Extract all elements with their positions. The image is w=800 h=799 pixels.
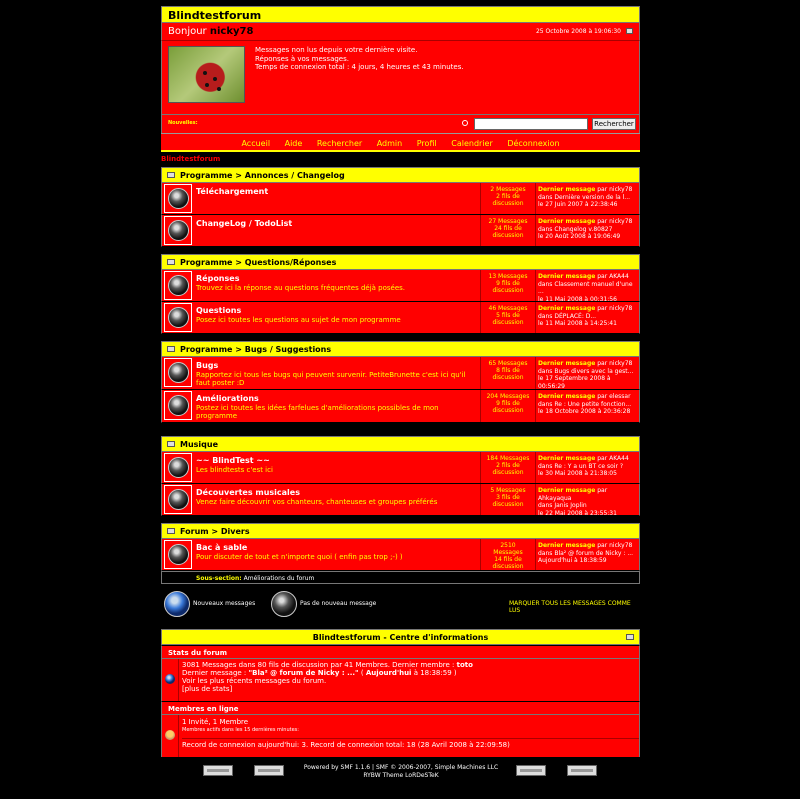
- board-name[interactable]: ChangeLog / TodoList: [196, 219, 293, 228]
- board-name[interactable]: ~~ BlindTest ~~: [196, 456, 270, 465]
- last-post-date: le 17 Septembre 2008 à 00:56:29: [538, 375, 611, 390]
- sub-boards: [161, 571, 640, 584]
- breadcrumb[interactable]: Blindtestforum: [161, 155, 221, 163]
- user-info: [255, 46, 464, 72]
- board-last-post: [538, 542, 636, 565]
- sub-boards-label: Sous-section:: [196, 575, 242, 582]
- board-stat: discussion: [492, 501, 524, 508]
- board-stat: 2 fils de: [496, 193, 520, 200]
- last-post-label: Dernier message: [538, 305, 596, 312]
- last-post-by: par: [595, 542, 610, 549]
- board-status-icon: [168, 362, 189, 383]
- category-title[interactable]: [161, 167, 640, 183]
- latest-post-today: Aujourd'hui: [365, 669, 412, 677]
- board-row: [161, 390, 640, 423]
- last-post-topic[interactable]: DÉPLACÉ: D...: [554, 312, 597, 320]
- replies-link[interactable]: Réponses à vos messages.: [255, 54, 349, 63]
- forum-title: Blindtestforum: [161, 6, 640, 23]
- news-label: Nouvelles:: [168, 120, 198, 126]
- board-row: [161, 270, 640, 302]
- latest-post-link[interactable]: "Bla² @ forum de Nicky : ...": [248, 669, 359, 677]
- category-block: [161, 254, 640, 334]
- user-panel: [161, 40, 640, 115]
- avatar: [168, 46, 245, 103]
- board-status-icon: [168, 275, 189, 296]
- last-post-label: Dernier message: [538, 455, 596, 462]
- stats-header: Stats du forum: [161, 645, 640, 659]
- nav-admin[interactable]: Admin: [376, 139, 403, 148]
- latest-post-open: (: [358, 669, 366, 677]
- category-title[interactable]: [161, 254, 640, 270]
- last-post-author[interactable]: AKA44: [609, 455, 629, 462]
- online-header: Membres en ligne: [161, 701, 640, 715]
- latest-post-time: à 18:38:59 ): [411, 669, 457, 677]
- board-description: Les blindtests c'est ici: [196, 466, 273, 474]
- board-row: [161, 215, 640, 247]
- online-count: 1 Invité, 1 Membre: [182, 718, 249, 726]
- last-post-author[interactable]: nicky78: [609, 305, 633, 312]
- legend: [161, 589, 640, 619]
- collapse-icon[interactable]: [167, 172, 175, 178]
- category-title[interactable]: [161, 523, 640, 539]
- username[interactable]: nicky78: [209, 26, 254, 37]
- board-name[interactable]: Bugs: [196, 361, 219, 370]
- board-stats: [482, 487, 534, 508]
- board-stat: 2 fils de: [496, 462, 520, 469]
- board-last-post: [538, 218, 636, 241]
- category-title[interactable]: [161, 341, 640, 357]
- last-post-date: le 11 Mai 2008 à 00:31:56: [538, 295, 617, 303]
- board-name[interactable]: Améliorations: [196, 394, 259, 403]
- last-post-by: par: [595, 305, 610, 312]
- last-post-date: le 30 Mai 2008 à 21:38:05: [538, 470, 617, 477]
- last-post-label: Dernier message: [538, 218, 596, 225]
- online-note: Membres actifs dans les 15 dernières minutes:: [182, 727, 299, 733]
- board-last-post: [538, 186, 636, 209]
- board-last-post: [538, 455, 636, 478]
- last-post-in: dans: [538, 312, 555, 320]
- board-status-icon: [168, 544, 189, 565]
- board-stat: 5 Messages: [490, 487, 526, 494]
- footer: [161, 763, 640, 783]
- last-post-author[interactable]: nicky78: [609, 218, 633, 225]
- latest-member-link[interactable]: toto: [456, 661, 473, 669]
- board-stat: discussion: [492, 407, 524, 414]
- more-stats-link[interactable]: [plus de stats]: [182, 685, 233, 693]
- category-block: [161, 436, 640, 516]
- nav-rechercher[interactable]: Rechercher: [316, 139, 363, 148]
- online-record: Record de connexion aujourd'hui: 3. Record de connexion total: 18 (28 Avril 2008 à 22:09:58): [182, 741, 510, 749]
- last-post-label: Dernier message: [538, 542, 596, 549]
- category-block: [161, 341, 640, 423]
- category-title-text[interactable]: Programme > Bugs / Suggestions: [180, 345, 332, 354]
- board-status-icon: [168, 395, 189, 416]
- last-post-date: le 18 Octobre 2008 à 20:36:28: [538, 408, 631, 415]
- time-online: Temps de connexion total : 4 jours, 4 heures et 43 minutes.: [255, 63, 464, 71]
- main-nav: [161, 133, 640, 152]
- last-post-author[interactable]: elessar: [609, 393, 631, 400]
- board-stat: 184 Messages: [486, 455, 530, 462]
- nav-profil[interactable]: Profil: [416, 139, 437, 148]
- collapse-icon[interactable]: [167, 441, 175, 447]
- board-row: [161, 452, 640, 484]
- recent-posts-link[interactable]: Voir les plus récents messages du forum.: [182, 677, 327, 685]
- board-description: Postez ici toutes les idées farfelues d'améliorations possibles de mon programme: [196, 404, 439, 420]
- category-title-text[interactable]: Musique: [180, 440, 219, 449]
- board-stat: 3 fils de: [496, 494, 520, 501]
- last-post-by: par: [595, 273, 610, 280]
- last-post-by: par: [595, 487, 608, 494]
- no-new-posts-label: Pas de nouveau message: [300, 600, 377, 607]
- last-post-label: Dernier message: [538, 393, 596, 400]
- board-stat: 13 Messages: [488, 273, 528, 280]
- board-status-icon: [168, 489, 189, 510]
- last-post-topic[interactable]: Bugs divers avec la gest...: [554, 367, 634, 375]
- last-post-topic[interactable]: Changelog v.80827: [554, 225, 613, 233]
- sub-board-link[interactable]: Améliorations du forum: [243, 575, 315, 582]
- board-last-post: [538, 393, 636, 416]
- xhtml-badge[interactable]: [516, 765, 546, 776]
- board-description: Posez ici toutes les questions au sujet de mon programme: [196, 316, 401, 324]
- board-last-post: [538, 487, 636, 517]
- mark-all-read-link[interactable]: MARQUER TOUS LES MESSAGES COMME LUS: [509, 600, 631, 614]
- online-body: [161, 715, 640, 757]
- last-post-label: Dernier message: [538, 360, 596, 367]
- board-status-icon: [168, 457, 189, 478]
- board-stat: 9 fils de: [496, 280, 520, 287]
- unread-link[interactable]: Messages non lus depuis votre dernière visite.: [255, 46, 418, 54]
- board-description: Rapportez ici tous les bugs qui peuvent survenir. PetiteBrunette c'est ici qu'il faut poster :D: [196, 371, 466, 387]
- info-center-title: [161, 629, 640, 645]
- nav-aide[interactable]: Aide: [284, 139, 303, 148]
- stats-summary: 3081 Messages dans 80 fils de discussion par 41 Membres. Dernier membre :: [182, 661, 457, 669]
- board-stat: 9 fils de: [496, 400, 520, 407]
- greeting-text: Bonjour: [168, 26, 207, 37]
- last-post-in: dans: [538, 549, 555, 557]
- board-status-icon: [168, 188, 189, 209]
- no-new-posts-icon: [271, 591, 297, 617]
- board-name[interactable]: Découvertes musicales: [196, 488, 300, 497]
- category-title-text[interactable]: Forum > Divers: [180, 527, 250, 536]
- forum-header: [161, 6, 640, 152]
- board-row: [161, 302, 640, 334]
- powered-by: Powered by SMF 1.1.6 | SMF © 2006-2007, Simple Machines LLC: [303, 764, 499, 771]
- last-post-author[interactable]: AKA44: [609, 273, 629, 280]
- collapse-icon[interactable]: [167, 528, 175, 534]
- board-stat: 5 fils de: [496, 312, 520, 319]
- board-row: [161, 357, 640, 390]
- board-stat: discussion: [492, 287, 524, 294]
- board-last-post: [538, 360, 636, 390]
- category-title[interactable]: [161, 436, 640, 452]
- board-stat: discussion: [492, 200, 524, 207]
- last-post-topic[interactable]: Janis Joplin: [554, 502, 587, 509]
- board-row: [161, 539, 640, 571]
- board-stats: [482, 455, 534, 476]
- board-stat: 204 Messages: [486, 393, 530, 400]
- last-post-label: Dernier message: [538, 487, 596, 494]
- board-stat: 46 Messages: [488, 305, 528, 312]
- last-post-in: dans: [538, 225, 555, 233]
- last-post-by: par: [595, 455, 610, 462]
- stats-body: [161, 659, 640, 701]
- new-posts-label: Nouveaux messages: [193, 600, 256, 607]
- last-post-date: le 27 Juin 2007 à 22:38:46: [538, 201, 618, 208]
- board-description: Venez faire découvrir vos chanteurs, chanteuses et groupes préférés: [196, 498, 438, 506]
- search-bar: [161, 115, 640, 133]
- board-stat: discussion: [492, 374, 524, 381]
- info-center-title-text: Blindtestforum - Centre d'informations: [312, 633, 489, 642]
- board-stats: [482, 305, 534, 326]
- board-description: Trouvez ici la réponse au questions fréquentes déjà posées.: [196, 284, 406, 292]
- info-center: [161, 629, 640, 757]
- category-title-text[interactable]: Programme > Questions/Réponses: [180, 258, 337, 267]
- category-block: [161, 167, 640, 247]
- board-stats: [482, 393, 534, 414]
- collapse-icon[interactable]: [167, 259, 175, 265]
- last-post-topic[interactable]: Re : Y a un BT ce soir ?: [554, 462, 624, 470]
- search-button[interactable]: Rechercher: [592, 118, 636, 130]
- board-stat: discussion: [492, 469, 524, 476]
- search-icon: [462, 120, 468, 126]
- stats-icon: [165, 674, 175, 684]
- collapse-icon[interactable]: [626, 634, 634, 640]
- css-badge[interactable]: [567, 765, 597, 776]
- board-stat: 14 fils de: [494, 556, 522, 563]
- last-post-in: dans: [538, 193, 555, 201]
- last-post-by: par: [595, 393, 610, 400]
- board-stat: Messages: [493, 549, 523, 556]
- board-row: [161, 484, 640, 516]
- board-description: Pour discuter de tout et n'importe quoi ( enfin pas trop ;-) ): [196, 553, 403, 561]
- board-name[interactable]: Téléchargement: [196, 187, 269, 196]
- board-last-post: [538, 305, 636, 328]
- board-name[interactable]: Bac à sable: [196, 543, 248, 552]
- board-stats: [482, 218, 534, 239]
- last-post-topic[interactable]: Bla² @ forum de Nicky : ...: [554, 549, 634, 557]
- last-post-date: le 20 Août 2008 à 19:06:49: [538, 233, 621, 240]
- last-post-in: dans: [538, 367, 555, 375]
- users-icon: [165, 730, 175, 740]
- last-post-by: par: [595, 360, 610, 367]
- board-status-icon: [168, 307, 189, 328]
- collapse-icon[interactable]: [626, 28, 633, 34]
- last-post-author[interactable]: Ahkayaqua: [538, 494, 572, 502]
- latest-post-label: Dernier message :: [182, 669, 249, 677]
- board-stat: 24 fils de: [494, 225, 522, 232]
- last-post-topic[interactable]: Classement manuel d'une ...: [538, 280, 633, 295]
- last-post-by: par: [595, 186, 610, 193]
- last-post-topic[interactable]: Dernière version de la l...: [554, 193, 631, 201]
- last-post-in: dans: [538, 280, 555, 288]
- board-row: [161, 183, 640, 215]
- last-post-by: par: [595, 218, 610, 225]
- nav-deconnexion[interactable]: Déconnexion: [507, 139, 560, 148]
- last-post-author[interactable]: nicky78: [609, 360, 633, 367]
- last-post-in: dans: [538, 462, 555, 470]
- last-post-date: le 11 Mai 2008 à 14:25:41: [538, 320, 617, 327]
- board-stat: 2510: [500, 542, 516, 549]
- board-last-post: [538, 273, 636, 303]
- last-post-author[interactable]: nicky78: [609, 186, 633, 193]
- mysql-badge[interactable]: [203, 765, 233, 776]
- board-stat: 2 Messages: [490, 186, 526, 193]
- board-stat: discussion: [492, 563, 524, 570]
- last-post-author[interactable]: nicky78: [609, 542, 633, 549]
- board-name[interactable]: Questions: [196, 306, 242, 315]
- category-block: [161, 523, 640, 584]
- board-stat: 8 fils de: [496, 367, 520, 374]
- board-stat: 27 Messages: [488, 218, 528, 225]
- board-stats: [482, 360, 534, 381]
- category-title-text[interactable]: Programme > Annonces / Changelog: [180, 171, 345, 180]
- board-stat: discussion: [492, 232, 524, 239]
- last-post-in: dans: [538, 502, 555, 509]
- theme-credit: RYBW Theme LoRDeSTeK: [363, 772, 439, 779]
- board-stats: [482, 273, 534, 294]
- board-status-icon: [168, 220, 189, 241]
- nav-calendrier[interactable]: Calendrier: [451, 139, 493, 148]
- last-post-date: Aujourd'hui à 18:38:59: [538, 557, 607, 564]
- last-post-date: le 22 Mai 2008 à 23:55:31: [538, 509, 617, 517]
- current-date: 25 Octobre 2008 à 19:06:30: [535, 28, 621, 35]
- search-input[interactable]: [474, 118, 588, 130]
- board-name[interactable]: Réponses: [196, 274, 240, 283]
- last-post-topic[interactable]: Re : Une petite fonction...: [554, 400, 632, 408]
- board-stat: discussion: [492, 319, 524, 326]
- board-stat: 65 Messages: [488, 360, 528, 367]
- user-greeting-bar: [161, 23, 640, 40]
- last-post-label: Dernier message: [538, 186, 596, 193]
- collapse-icon[interactable]: [167, 346, 175, 352]
- last-post-label: Dernier message: [538, 273, 596, 280]
- new-posts-icon: [164, 591, 190, 617]
- php-badge[interactable]: [254, 765, 284, 776]
- last-post-in: dans: [538, 400, 555, 408]
- board-stats: [482, 186, 534, 207]
- nav-accueil[interactable]: Accueil: [241, 139, 271, 148]
- board-stats: [482, 542, 534, 570]
